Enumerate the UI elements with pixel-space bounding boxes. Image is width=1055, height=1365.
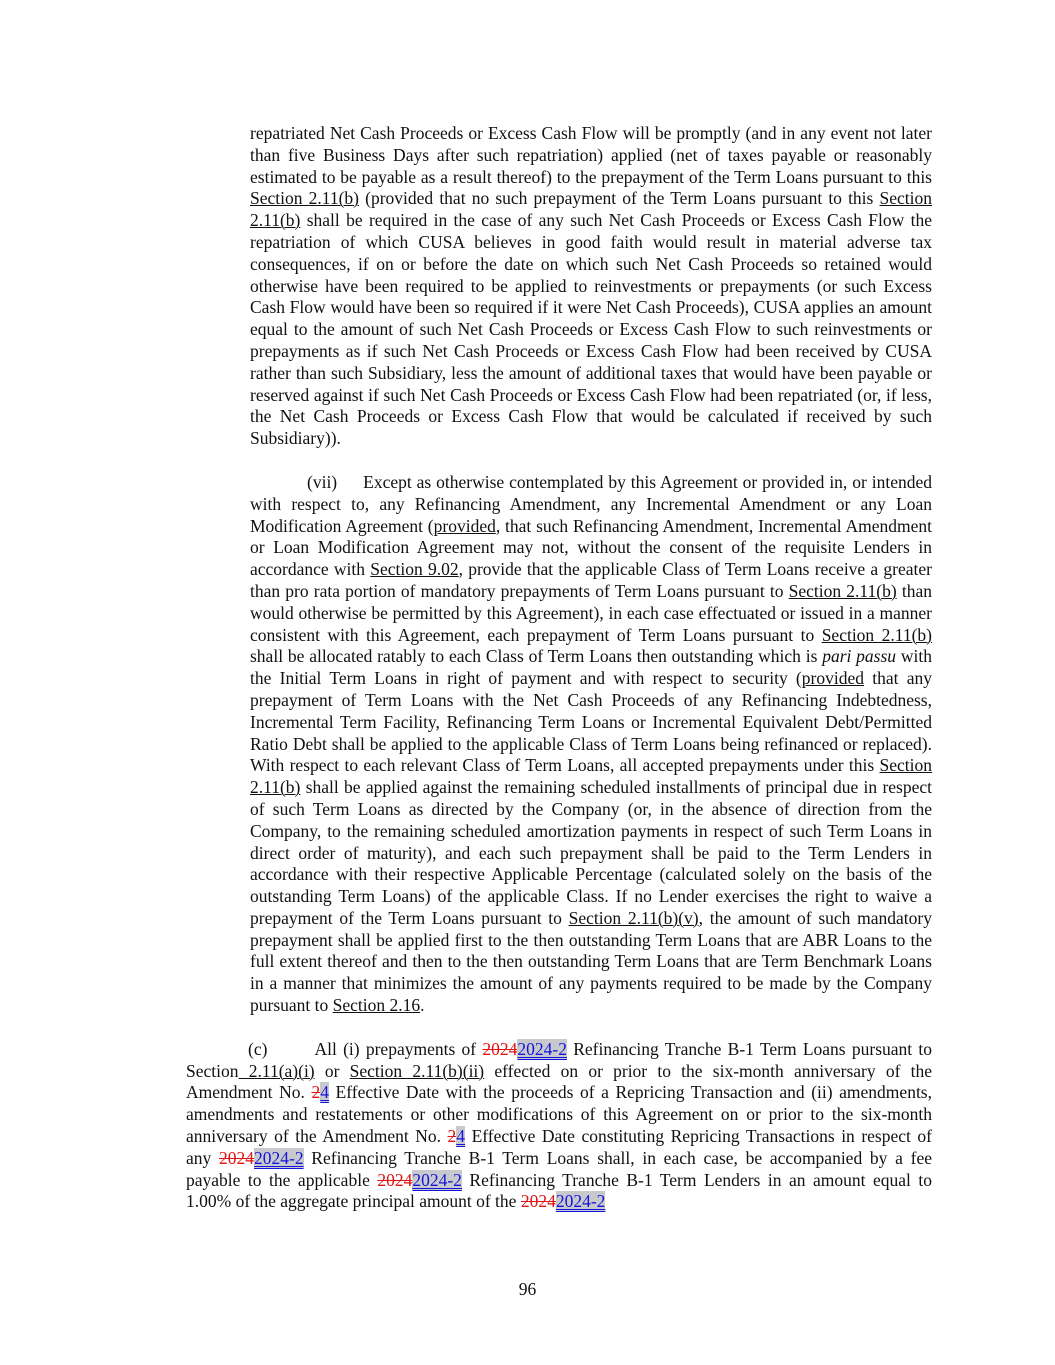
deleted-text: 2024 [377, 1169, 413, 1190]
inserted-text: 2024-2 [555, 1191, 606, 1212]
section-reference: Section 2.16 [332, 995, 421, 1016]
section-reference: provided [801, 668, 864, 689]
deleted-text: 2024 [520, 1191, 556, 1212]
inserted-text: 2024-2 [412, 1169, 462, 1190]
deleted-text: 2 [311, 1082, 321, 1103]
inserted-text: 2024-2 [254, 1147, 304, 1168]
section-reference: Section 9.02 [370, 559, 459, 580]
page-number: 96 [518, 1279, 537, 1299]
paragraph-c: (c) All (i) prepayments of 20242024-2 Refinancing Tranche B-1 Term Loans pursuant to Section 2.11(a)(i) or Section 2.11(b)(ii) effected on or prior to the six-month anniversary of the Amendment No. 24 Effective Date with the proceeds of a Repricing Transaction and (ii) amendments, amendments and restatements or other modifications of this Agreement on or prior to the six-month anniversary of the Amendment No. 24 Effective Date constituting Repricing Transactions in respect of any 20242024-2 Refinancing Tranche B-1 Term Loans shall, in each case, be accompanied by a fee payable to the applicable 20242024-2 Refinancing Tranche B-1 Term Lenders in an amount equal to 1.00% of the aggregate principal amount of the 20242024-2 [186, 1038, 933, 1212]
paragraph-continuation: repatriated Net Cash Proceeds or Excess Cash Flow will be promptly (and in any event not later than five Business Days after such repatriation) applied (net of taxes payable or reasonably estimated to be payable as a result thereof) to the prepayment of the Term Loans pursuant to this Section 2.11(b) (provided that no such prepayment of the Term Loans pursuant to this Section 2.11(b) shall be required in the case of any such Net Cash Proceeds or Excess Cash Flow the repatriation of which CUSA believes in good faith would result in material adverse tax consequences, if on or before the date on which such Net Cash Proceeds so retained would otherwise have been required to be applied to reinvestments or prepayments (or such Excess Cash Flow would have been so required if it were Net Cash Proceeds), CUSA applies an amount equal to the amount of such Net Cash Proceeds or Excess Cash Flow to such reinvestments or prepayments as if such Net Cash Proceeds or Excess Cash Flow had been received by CUSA rather than such Subsidiary, less the amount of additional taxes that would have been payable or reserved against if such Net Cash Proceeds or Excess Cash Flow had been repatriated (or, if less, the Net Cash Proceeds or Excess Cash Flow that would be calculated if received by such Subsidiary)). [250, 123, 932, 449]
inserted-text: 4 [320, 1082, 329, 1103]
section-reference: provided [433, 515, 496, 536]
inserted-text: 4 [456, 1126, 466, 1147]
deleted-text: 2 [447, 1126, 457, 1147]
section-reference: Section 2.11(b)(v) [568, 907, 699, 928]
section-reference: Section 2.11(b) [821, 624, 933, 645]
italic-term: pari passu [822, 646, 897, 667]
deleted-text: 2024 [482, 1038, 518, 1059]
deleted-text: 2024 [219, 1147, 254, 1168]
inserted-text: 2024-2 [517, 1038, 567, 1059]
section-reference: Section 2.11(b)(ii) [349, 1060, 485, 1081]
section-reference: Section 2.11(b) [250, 188, 932, 231]
paragraph-vii: (vii) Except as otherwise contemplated by this Agreement or provided in, or intended with respect to, any Refinancing Amendment, any Incremental Amendment or any Loan Modification Agreement (provided, that such Refinancing Amendment, Incremental Amendment or Loan Modification Agreement may not, without the consent of the requisite Lenders in accordance with Section 9.02, provide that the applicable Class of Term Loans receive a greater than pro rata portion of mandatory prepayments of Term Loans pursuant to Section 2.11(b) than would otherwise be permitted by this Agreement), in each case effectuated or issued in a manner consistent with this Agreement, each prepayment of Term Loans pursuant to Section 2.11(b) shall be allocated ratably to each Class of Term Loans then outstanding which is pari passu with the Initial Term Loans in right of payment and with respect to security (provided that any prepayment of Term Loans with the Net Cash Proceeds of any Refinancing Indebtedness, Incremental Term Facility, Refinancing Term Loans or Incremental Equivalent Debt/Permitted Ratio Debt shall be applied to the applicable Class of Term Loans being refinanced or replaced). With respect to each relevant Class of Term Loans, all accepted prepayments under this Section 2.11(b) shall be applied against the remaining scheduled installments of principal due in respect of such Term Loans as directed by the Company (or, in the absence of direction from the Company, to the remaining scheduled amortization payments in respect of such Term Loans in direct order of maturity), and each such prepayment shall be paid to the Term Lenders in accordance with their respective Applicable Percentage (calculated solely on the basis of the outstanding Term Loans) of the applicable Class. If no Lender exercises the right to waive a prepayment of the Term Loans pursuant to Section 2.11(b)(v), the amount of such mandatory prepayment shall be applied first to the then outstanding Term Loans that are ABR Loans to the full extent thereof and then to the then outstanding Term Loans that are Term Benchmark Loans in a manner that minimizes the amount of any payments required to be made by the Company pursuant to Section 2.16. [250, 471, 933, 1016]
section-reference: Section 2.11(b) [788, 580, 897, 601]
section-reference: Section 2.11(b) [250, 188, 360, 209]
section-reference: 2.11(a)(i) [238, 1060, 315, 1081]
section-reference: Section 2.11(b) [250, 755, 932, 798]
document-body [186, 123, 932, 1213]
